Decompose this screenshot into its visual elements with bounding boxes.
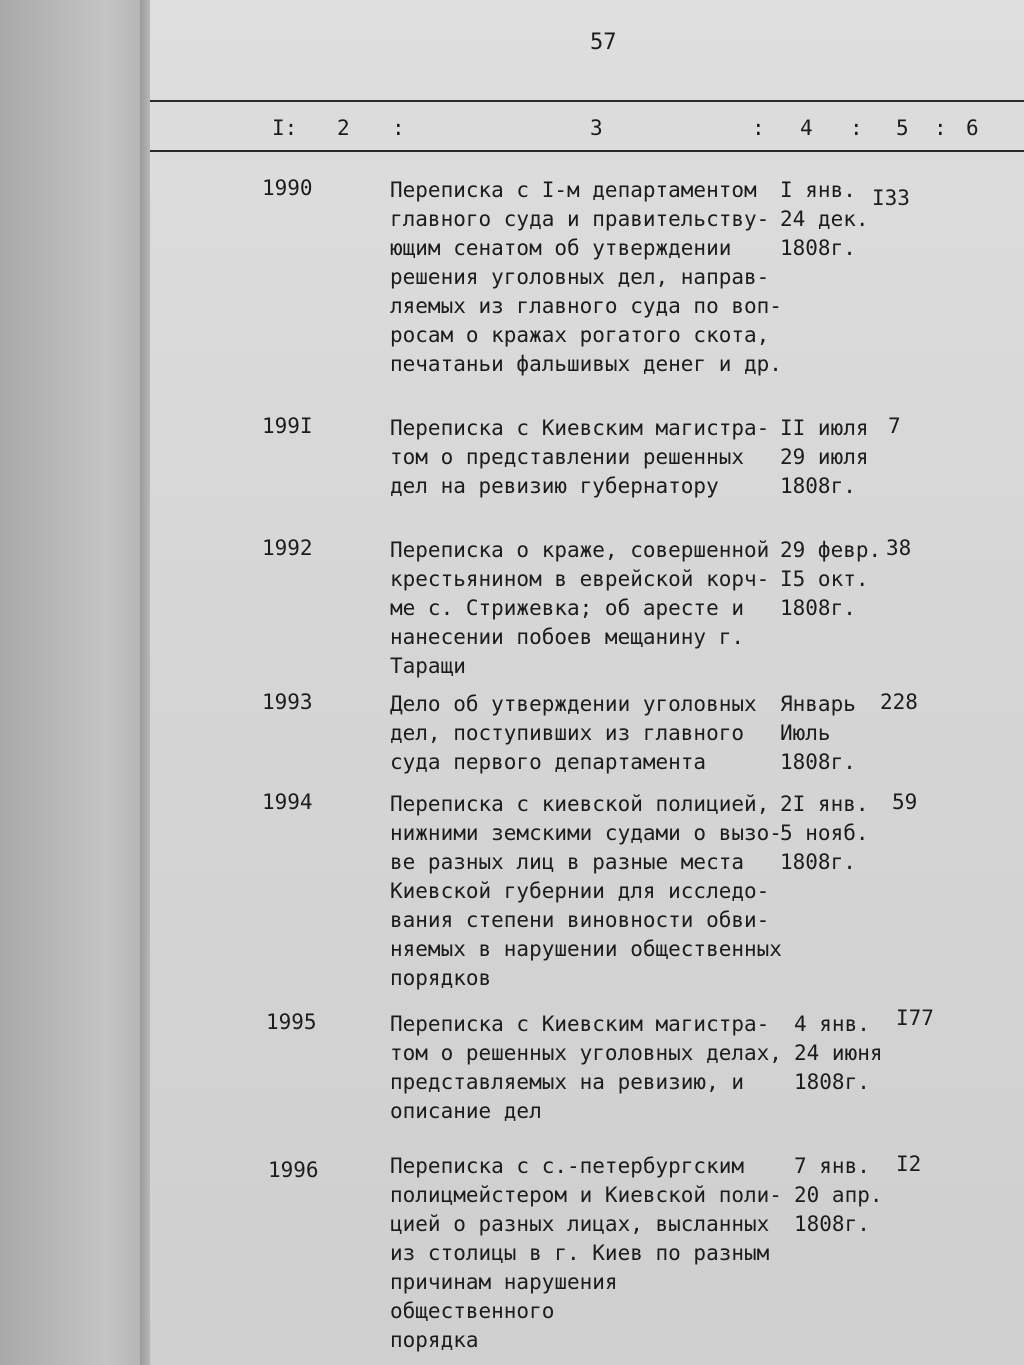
record-title: Переписка с Киевским магистра- том о решенных уголовных делах, представляемых на ревизию, и описание дел xyxy=(390,1012,782,1123)
date-end: I5 окт. xyxy=(780,567,869,591)
date-year: 1808г. xyxy=(780,850,856,874)
record-number: 1996 xyxy=(268,1158,319,1182)
sheet-count: I33 xyxy=(872,186,910,210)
column-header-1: I: xyxy=(272,116,298,140)
sheet-count: I2 xyxy=(896,1152,922,1176)
date-end: Июль xyxy=(780,721,831,745)
date-start: I янв. xyxy=(780,178,856,202)
column-separator: : xyxy=(850,116,863,140)
date-start: 2I янв. xyxy=(780,792,869,816)
record-dates xyxy=(794,1152,883,1239)
record-title: Переписка с Киевским магистра- том о представлении решенных дел на ревизию губернатору xyxy=(390,416,770,498)
header-top-rule xyxy=(150,100,1024,102)
sheet-count: I77 xyxy=(896,1006,934,1030)
sheet-count: 59 xyxy=(892,790,918,814)
date-end: 24 июня xyxy=(794,1041,883,1065)
record-dates xyxy=(780,414,869,501)
record-title: Переписка о краже, совершенной крестьянином в еврейской корч- ме с. Стрижевка; об аресте и нанесении побоев мещанину г. Таращи xyxy=(390,538,770,678)
date-start: Январь xyxy=(780,692,856,716)
record-title: Переписка с киевской полицией, нижними земскими судами о вызо- ве разных лиц в разные места Киевской губернии для исследо- вания степени виновности обви- няемых в нарушении общественных порядков xyxy=(390,792,782,990)
date-end: 20 апр. xyxy=(794,1183,883,1207)
record-number: 1990 xyxy=(262,176,313,200)
record-title: Дело об утверждении уголовных дел, поступивших из главного суда первого департамента xyxy=(390,692,757,774)
column-separator: : xyxy=(752,116,765,140)
record-dates xyxy=(780,790,869,877)
header-bottom-rule xyxy=(150,150,1024,152)
date-start: 29 февр. xyxy=(780,538,882,562)
date-year: 1808г. xyxy=(780,596,856,620)
record-title: Переписка с с.-петербургским полицмейстером и Киевской поли- цией о разных лицах, высланных из столицы в г. Киев по разным причинам нарушения общественного порядка xyxy=(390,1154,782,1352)
page-number: 57 xyxy=(590,30,617,55)
column-header-4: 4 xyxy=(800,116,813,140)
date-year: 1808г. xyxy=(794,1070,870,1094)
facing-page xyxy=(0,0,150,1365)
record-dates xyxy=(794,1010,883,1097)
date-year: 1808г. xyxy=(780,750,856,774)
column-header-6: 6 xyxy=(966,116,979,140)
column-separator: : xyxy=(392,116,405,140)
date-end: 29 июля xyxy=(780,445,869,469)
record-title: Переписка с I-м департаментом главного суда и правительству- ющим сенатом об утверждении решения уголовных дел, направ- ляемых из главного суда по воп- росам о кражах рогатого скота, печатаньи фальшивых денег и др. xyxy=(390,178,782,376)
record-dates xyxy=(780,176,869,263)
record-number: 1992 xyxy=(262,536,313,560)
sheet-count: 38 xyxy=(886,536,912,560)
record-dates xyxy=(780,536,881,623)
date-start: 7 янв. xyxy=(794,1154,870,1178)
date-start: 4 янв. xyxy=(794,1012,870,1036)
date-year: 1808г. xyxy=(780,236,856,260)
record-number: 199I xyxy=(262,414,313,438)
column-separator: : xyxy=(934,116,947,140)
date-end: 24 дек. xyxy=(780,207,869,231)
date-year: 1808г. xyxy=(794,1212,870,1236)
column-header-2: 2 xyxy=(337,116,350,140)
record-number: 1993 xyxy=(262,690,313,714)
column-header-3: 3 xyxy=(590,116,603,140)
sheet-count: 7 xyxy=(888,414,901,438)
column-header-5: 5 xyxy=(896,116,909,140)
date-start: II июля xyxy=(780,416,869,440)
date-end: 5 нояб. xyxy=(780,821,869,845)
sheet-count: 228 xyxy=(880,690,918,714)
record-dates xyxy=(780,690,856,777)
record-number: 1995 xyxy=(266,1010,317,1034)
date-year: 1808г. xyxy=(780,474,856,498)
record-number: 1994 xyxy=(262,790,313,814)
